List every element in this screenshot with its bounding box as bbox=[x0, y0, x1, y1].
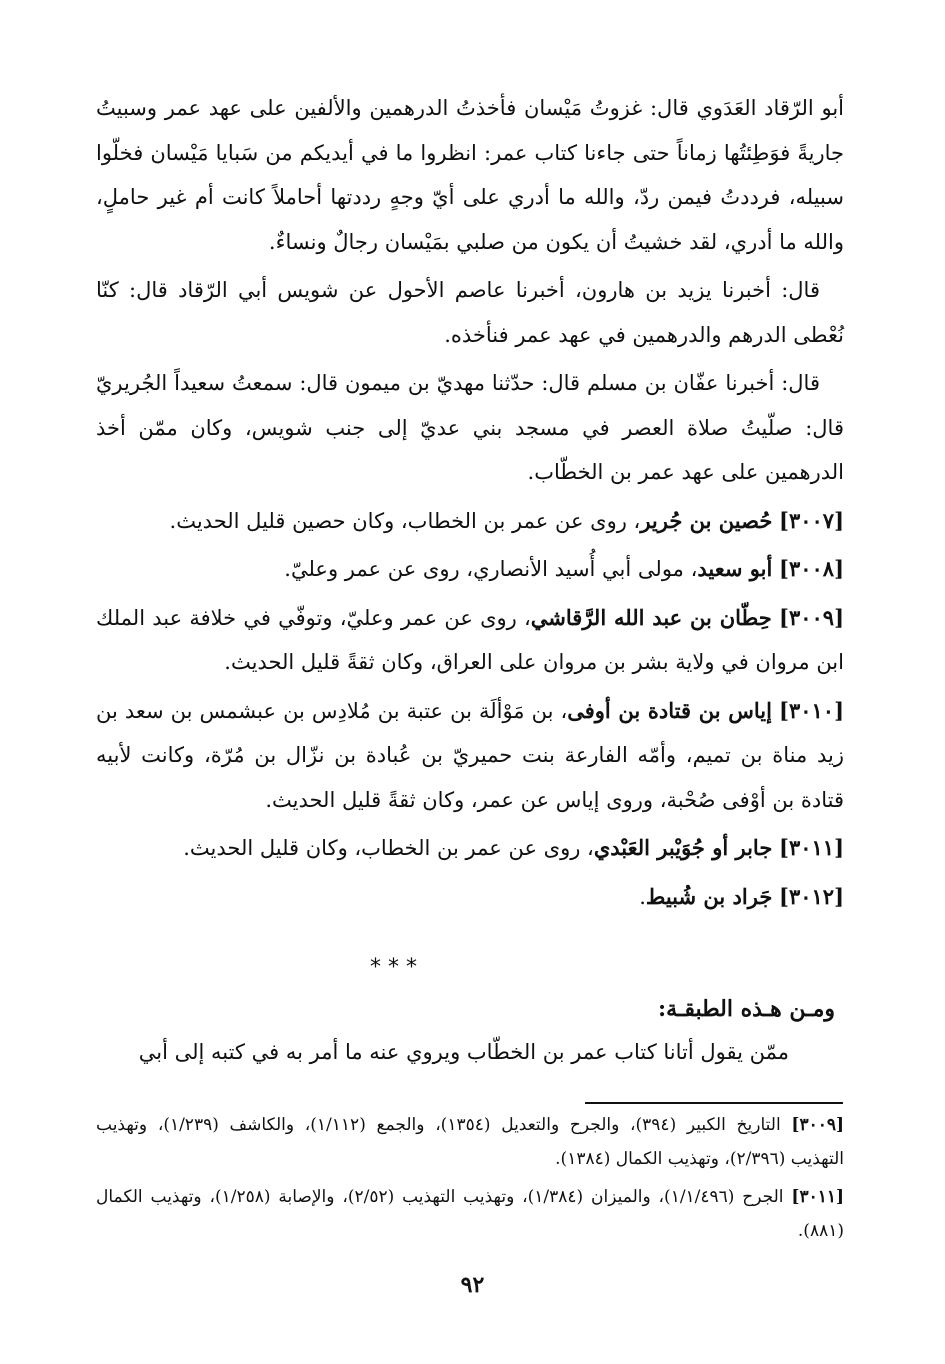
entry-3007 bbox=[96, 499, 844, 544]
entry-name: جابر أو جُوَيْبر العَبْدي bbox=[593, 835, 773, 860]
entry-text: ، مولى أبي أُسيد الأنصاري، روى عن عمر وعليّ. bbox=[284, 557, 698, 581]
footnote-text: الجرح (١/١/٤٩٦)، والميزان (١/٣٨٤)، وتهذيب التهذيب (٢/٥٢)، والإصابة (١/٢٥٨)، وتهذيب الكمال (٨٨١). bbox=[96, 1187, 844, 1241]
entry-number: [٣٠١١] bbox=[779, 835, 844, 860]
entry-text: ، بن مَوْألَة بن عتبة بن مُلادِس بن عبشمس بن سعد بن زيد مناة بن تميم، وأمّه الفارعة بنت حميريّ بن عُبادة بن نزّال بن مُرّة، وكانت لأبيه قتادة بن أوْفى صُحْبة، وروى إياس عن عمر، وكان ثقةً قليل الحديث. bbox=[96, 698, 844, 812]
page-number: ٩٢ bbox=[460, 1272, 485, 1298]
entry-text: ، روى عن عمر وعليّ، وتوفّي في خلافة عبد الملك ابن مروان في ولاية بشر بن مروان على العراق، وكان ثقةً قليل الحديث. bbox=[96, 605, 844, 674]
entry-name: أبو سعيد bbox=[697, 556, 773, 581]
footnote-text: التاريخ الكبير (٣٩٤)، والجرح والتعديل (١٣٥٤)، والجمع (١/١١٢)، والكاشف (١/٢٣٩)، وتهذيب التهذيب (٢/٣٩٦)، وتهذيب الكمال (١٣٨٤). bbox=[96, 1115, 844, 1169]
footnotes-block bbox=[96, 1108, 844, 1252]
footnote-divider bbox=[585, 1102, 843, 1104]
entry-3010 bbox=[96, 689, 844, 823]
entry-3008 bbox=[96, 547, 844, 592]
entry-number: [٣٠١٢] bbox=[779, 883, 844, 909]
paragraph-1: أبو الرّقاد العَدَوي قال: غزوتُ مَيْسان فأخذتُ الدرهمين والألفين على عهد عمر وسبيتُ جاريةً فوَطِئتُها زماناً حتى جاءنا كتاب عمر: انظروا ما في أيديكم من سَبايا مَيْسان فخلّوا سبيله، فرددتُ فيمن ردّ، والله ما أدري على أيّ وجهٍ رددتها أحاملاً كانت أم غير حاملٍ، والله ما أدري، لقد خشيتُ أن يكون من صلبي بمَيْسان رجالٌ ونساءٌ. bbox=[96, 96, 844, 254]
entry-3011 bbox=[96, 826, 844, 871]
section-separator: * * * bbox=[370, 955, 417, 980]
entry-number: [٣٠٠٧] bbox=[779, 507, 844, 533]
entry-name: إياس بن قتادة بن أوفى bbox=[567, 697, 772, 723]
footnote-number: [٣٠١١] bbox=[791, 1187, 845, 1207]
paragraph-3: قال: أخبرنا عفّان بن مسلم قال: حدّثنا مهديّ بن ميمون قال: سمعتُ سعيداً الجُريريّ قال: صلّيتُ صلاة العصر في مسجد بني عديّ إلى جنب شويس، وكان ممّن أخذ الدرهمين على عهد عمر بن الخطّاب. bbox=[96, 371, 844, 484]
footnote-3011 bbox=[96, 1180, 844, 1248]
main-text-block bbox=[96, 86, 844, 923]
entry-3012 bbox=[96, 875, 844, 920]
entry-text: ، روى عن عمر بن الخطاب، وكان حصين قليل الحديث. bbox=[169, 508, 641, 533]
entry-3009 bbox=[96, 596, 844, 685]
entry-text: ، روى عن عمر بن الخطاب، وكان قليل الحديث. bbox=[183, 836, 594, 860]
entry-name: حِطّان بن عبد الله الرَّقاشي bbox=[530, 604, 772, 630]
paragraph-2: قال: أخبرنا يزيد بن هارون، أخبرنا عاصم الأحول عن شويس أبي الرّقاد قال: كنّا نُعْطى الدرهم والدرهمين في عهد عمر فنأخذه. bbox=[96, 278, 844, 347]
entry-number: [٣٠١٠] bbox=[779, 697, 844, 723]
continuation-line: ممّن يقول أتانا كتاب عمر بن الخطّاب ويروي عنه ما أمر به في كتبه إلى أبي bbox=[138, 1040, 789, 1064]
entry-name: حُصين بن جُرير bbox=[640, 507, 773, 533]
entry-number: [٣٠٠٩] bbox=[779, 604, 844, 630]
entry-name: جَراد بن شُبيط bbox=[645, 883, 773, 909]
entry-text: . bbox=[639, 884, 646, 909]
footnote-3009 bbox=[96, 1108, 844, 1176]
entry-number: [٣٠٠٨] bbox=[779, 556, 844, 581]
section-heading: ومـن هـذه الطبقـة: bbox=[657, 996, 835, 1022]
footnote-number: [٣٠٠٩] bbox=[791, 1115, 845, 1135]
